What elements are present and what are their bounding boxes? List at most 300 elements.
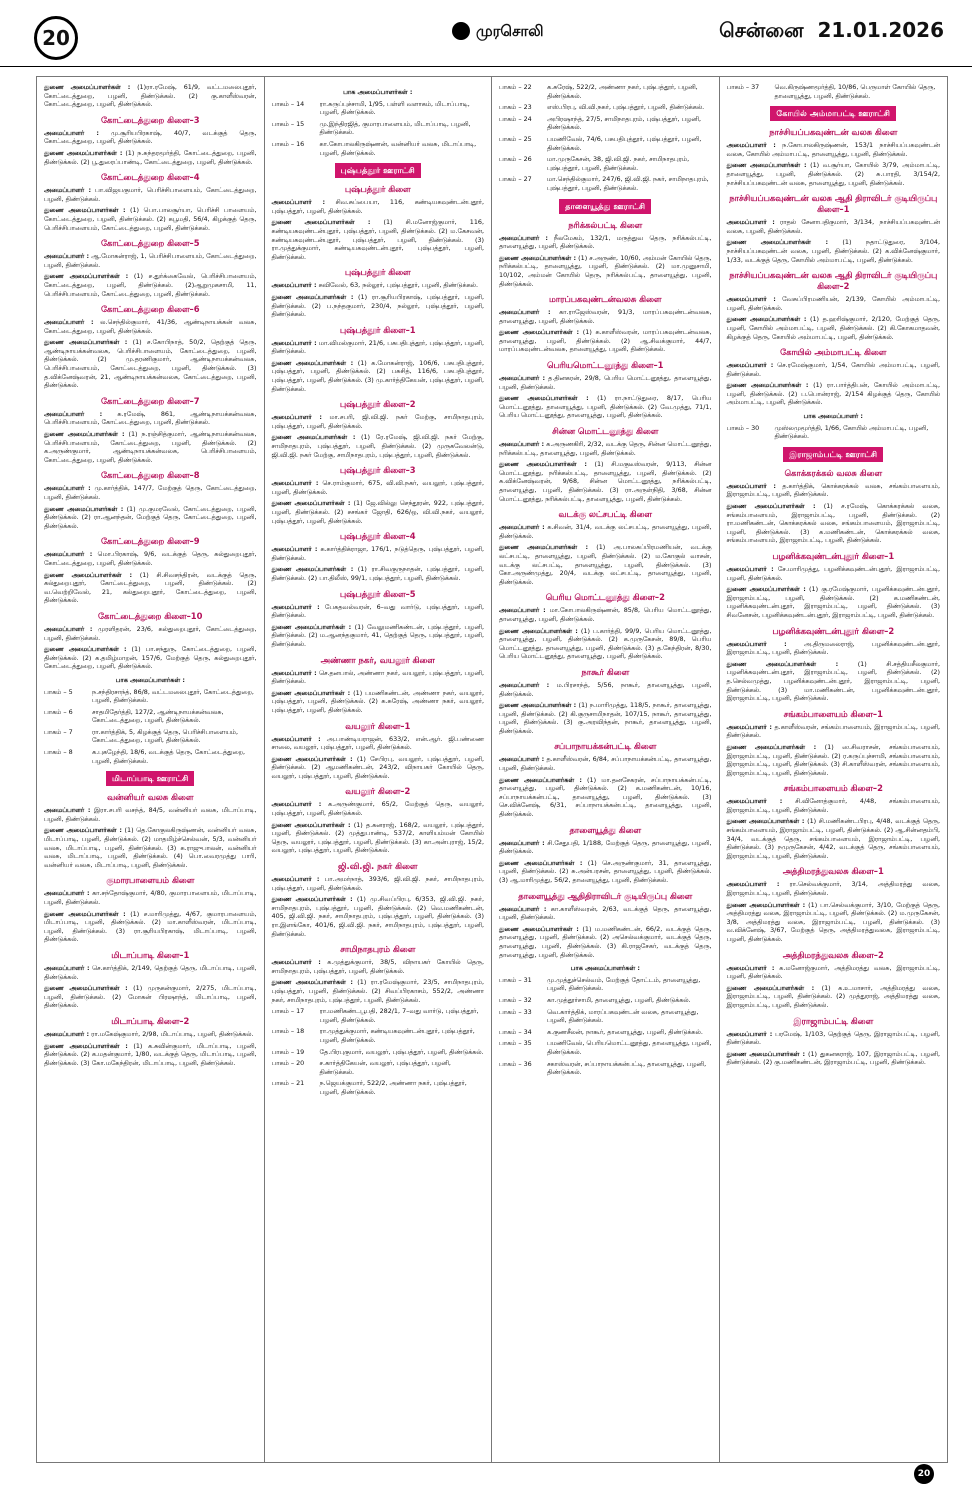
booth-number: பாகம் – 24: [499, 114, 532, 123]
role-label: துணை அமைப்பாளர்கள் :: [499, 253, 577, 262]
entry-text: (1) மா.தனசேகரன், சப்பாநாயக்கன்பட்டி, தாளையூத்து, பழனி, திண்டுக்கல். (2) க.மணிகண்டன், 10/16, சப்பாநாயக்கன்பட்டி, தாளையூத்து, பழனி, திண்டுக்கல். (3) செ.விக்னேஷ், 6/31, சப்பாநாயக்கன்பட்டி, தாளையூத்து, பழனி, திண்டுக்கல்.: [499, 775, 712, 819]
role-label: துணை அமைப்பாளர்கள் :: [499, 460, 587, 469]
role-label: அமைப்பாளர் :: [726, 361, 774, 370]
entry-text: (1) மு.குமரவேல், கோட்டைத்துறை, பழனி, திண்டுக்கல். (2) ரா.ஆனந்தன், மேற்குத் தெரு, கோட்டைத்துறை, பழனி, திண்டுக்கல்.: [44, 504, 257, 530]
entry-text: (1) ஸ.சிவராசன், சங்கம்பாளையம், இராஜாம்பட்டி, பழனி, திண்டுக்கல். (2) ர.கருப்புச்சாமி, சங்கம்பாளையம், இராஜாம்பட்டி, பழனி, திண்டுக்கல். (3) சி.காளீஸ்வரன், சங்கம்பாளையம், இராஜாம்பட்டி, பழனி, திண்டுக்கல்.: [726, 742, 941, 777]
booth-organiser: ரா.கார்த்திக், 5, கிழக்குத் தெரு, பெரிச்சிபாளையம், கோட்டைத்துறை, பழனி, திண்டுக்கல்.: [92, 727, 238, 745]
footer-page-number: 20: [914, 1464, 934, 1484]
branch-heading: வயலூர் கிளை–1: [345, 720, 411, 731]
entry-text: சி.வினோத்குமார், 4/48, சங்கம்பாளையம், இராஜாம்பட்டி, பழனி, திண்டுக்கல்.: [726, 797, 940, 814]
entry-text: க.அருணகிரி, 2/32, வடக்கு தெரு, சின்ன மொட்டனூத்து, நரிக்கல்பட்டி, தாளையூத்து, பழனி, திண்டுக்கல்.: [499, 440, 712, 457]
entry-text: அ.திருமலைராஜ், பழனிக்கவுண்டன்புதூர், இராஜாம்பட்டி, பழனி, திண்டுக்கல்.: [726, 639, 940, 657]
branch-heading: சின்ன மொட்டனூத்து கிளை: [552, 426, 659, 437]
booth-entry: [272, 1079, 485, 1096]
entry-text: க.கார்த்திக்ராஜா, 176/1, நடுத்தெரு, புஷ்பத்தூர், பழனி, திண்டுக்கல்.: [271, 545, 484, 562]
role-label: துணை அமைப்பாளர்கள் :: [726, 659, 839, 668]
role-label: துணை அமைப்பாளர்கள் :: [726, 900, 806, 909]
booth-organiser: முஸ்லமுமூர்த்தி, 1/66, கோயில் அம்மாபட்டி, பழனி, திண்டுக்கல்.: [774, 423, 929, 441]
organiser-entry: [727, 984, 941, 1010]
branch-heading: தாளையூத்து ஆதிதிராவிடர் குடியிருப்பு கிளை: [518, 890, 693, 901]
organiser-entry: [727, 161, 941, 187]
branch-heading: நாச்சியப்பகவுண்டன் வலசு ஆதி திராவிடர் குடியிருப்பு கிளை–2: [729, 270, 938, 292]
booth-organiser: தே.பிரபுகுமார், வயலூர், புஷ்பத்தூர், பழனி, திண்டுக்கல்.: [319, 1047, 484, 1056]
organiser-entry: [44, 964, 257, 981]
section-subheading: பாக அமைப்பாளர்கள் :: [343, 88, 413, 96]
booth-organiser: பமணிவேல், பெரியமொட்டனூத்து, தாளையூத்து, பழனி, திண்டுக்கல்.: [547, 1039, 712, 1056]
booth-organiser: மு.முத்துச்செல்வம், மேற்குத் தோட்டம், தாளையூத்து, பழனி, திண்டுக்கல்.: [547, 975, 701, 993]
entry-text: த.கார்த்திக், கொக்கரக்கல் வலசு, சங்கம்பாளையம், இராஜாம்பட்டி, பழனி, திண்டுக்கல்.: [726, 481, 940, 499]
booth-number: பாகம் – 31: [499, 975, 532, 984]
branch-heading: புஷ்பத்தூர் கிளை–1: [339, 324, 416, 335]
role-label: துணை அமைப்பாளர்கள் :: [271, 499, 351, 508]
role-label: அமைப்பாளர் :: [499, 523, 545, 532]
entry-text: (1) த.ஹரிஷ்குமார், 2/120, மேற்குத் தெரு, பழனி, கோயில் அம்மாபட்டி, பழனி, திண்டுக்கல். (2) கி.கோகமாதவன், கிழக்குத் தெரு, கோயில் அம்மாபட்டி, பழனி, திண்டுக்கல்.: [726, 315, 940, 341]
organiser-entry: [727, 901, 941, 944]
entry-text: ந.கோபாலகிருஷ்ணன், 153/1 நாச்சியப்பகவுண்டன் வலசு, கோயில் அம்மாபட்டி, தாளையூத்து, பழனி, திண்டுக்கல்.: [726, 141, 940, 158]
branch-heading: மிடாப்பாடி கிளை–1: [111, 949, 190, 960]
role-label: துணை அமைப்பாளர்கள் :: [44, 645, 127, 654]
booth-number: பாகம் – 27: [499, 175, 532, 184]
role-label: அமைப்பாளர் :: [271, 198, 326, 207]
booth-number: பாகம் – 22: [499, 83, 532, 91]
booth-organiser: மா.செந்தில்குமார், 247/6, ஜி.வி.ஜி. நகர், சாமிநாதபுரம், புஷ்பத்தூர், பழனி, திண்டுக்கல்.: [547, 175, 709, 192]
organiser-entry: [44, 430, 257, 464]
role-label: துணை அமைப்பாளர்கள் :: [499, 924, 579, 933]
role-label: அமைப்பாளர் :: [44, 806, 91, 815]
role-label: அமைப்பாளர் :: [44, 484, 91, 493]
booth-organiser: மு.இந்திரஜித், குமாரபாளையம், மிடாப்பாடி, பழனி, திண்டுக்கல்.: [319, 119, 471, 137]
role-label: துணை அமைப்பாளர்கள் :: [726, 381, 809, 390]
organiser-entry: [727, 361, 941, 378]
booth-number: பாகம் – 30: [726, 423, 760, 432]
booth-entry: [727, 83, 941, 100]
branch-heading: சப்பாநாயக்கன்பட்டி கிளை: [554, 741, 657, 752]
branch-heading: நரிக்கல்பட்டி கிளை: [568, 219, 643, 230]
entry-text: இரா.சபரி வசந்த், 84/5, வன்னியர் வலசு, மிடாப்பாடி, பழனி, திண்டுக்கல்.: [44, 806, 257, 823]
booth-entry: [272, 1059, 485, 1076]
entry-text: (1) முருகன்குமார், 2/275, மிடாப்பாடி, பழனி, திண்டுக்கல். (2) மோகன் பிரஷாந்த், மிடாப்பாடி, பழனி, திண்டுக்கல்.: [44, 984, 257, 1010]
booth-number: பாகம் – 32: [499, 995, 532, 1004]
booth-number: பாகம் – 7: [44, 727, 73, 736]
organiser-entry: [727, 565, 941, 582]
branch-heading: கோட்டைத்துறை கிளை–4: [100, 172, 200, 183]
newspaper-name: முரசொலி: [476, 22, 544, 40]
booth-organiser: சாதமிதேர்த்தி, 127/2, ஆண்டிநாயக்கன்வலசு, கோட்டைத்துறை, பழனி, திண்டுக்கல்.: [92, 707, 224, 725]
organiser-entry: [272, 198, 485, 215]
role-label: துணை அமைப்பாளர்கள் :: [499, 394, 589, 403]
entry-text: (1) மு.சிவப்பிரபு, 6/353, ஜி.வி.ஜி. நகர், சாமிநாதபுரம், புஷ்பத்தூர், பழனி, திண்டுக்கல். (2) வெ.மணிகண்டன், 405, ஜி.வி.ஜி. நகர், சாமிநாதபுரம், புஷ்பத்தூர், பழனி, திண்டுக்கல். (3) ரா.இளங்கோ, 401/6, ஜி.வி.ஜி. நகர், சாமிநாதபுரம், புஷ்பத்தூர், பழனி, திண்டுக்கல்.: [271, 895, 484, 938]
organiser-entry: [272, 413, 485, 430]
entry-text: (1) ரா.சிவகுருநாதன், புஷ்பத்தூர், பழனி, திண்டுக்கல். (2) பா.திலீஸ், 99/1, புஷ்பத்தூர், பழனி, திண்டுக்கல்.: [271, 565, 484, 582]
organiser-entry: [727, 482, 941, 499]
role-label: துணை அமைப்பாளர்கள் :: [726, 161, 807, 170]
branch-heading: புஷ்பத்தூர் கிளை–2: [339, 399, 416, 410]
booth-organiser: க.சுரேஷ், 522/2, அண்ணா நகர், புஷ்பத்தூர், பழனி, திண்டுக்கல்.: [547, 83, 698, 100]
organiser-entry: [727, 141, 941, 158]
role-label: துணை அமைப்பாளர்கள் :: [44, 272, 129, 281]
organiser-entry: [272, 499, 485, 525]
role-label: அமைப்பாளர் :: [726, 797, 783, 806]
booth-entry: [272, 1007, 485, 1024]
booth-number: பாகம் – 37: [726, 83, 760, 91]
role-label: துணை அமைப்பாளர்கள் :: [44, 83, 131, 91]
column-1: [37, 77, 265, 1462]
entry-text: பா.விஜயகுமார், பெரிச்சிபாளையம், கோட்டைத்துறை, பழனி, திண்டுக்கல்.: [44, 186, 257, 203]
role-label: அமைப்பாளர் :: [499, 308, 551, 317]
role-label: அமைப்பாளர் :: [499, 838, 545, 847]
branch-heading: நாச்சியப்பகவுண்டன் வலசு கிளை: [769, 127, 898, 138]
entry-text: செ.தனபால், அண்ணா நகர், வயலூர், புஷ்பத்தூர், பழனி, திண்டுக்கல்.: [271, 668, 484, 686]
role-label: துணை அமைப்பாளர்கள் :: [499, 543, 589, 552]
entry-text: (1) க.காளீஸ்வரன், மாரப்பகவுண்டன்வலசு, தாளையூத்து, பழனி, திண்டுக்கல். (2) ஆ.சிவக்குமார், 44/7, மாரப்பகவுண்டன்வலசு, தாளையூத்து, பழனி, திண்டுக்கல்.: [499, 328, 712, 354]
booth-organiser: எஸ்.பிரபு, வி.வி.நகர், புஷ்பத்தூர், பழனி, திண்டுக்கல்.: [547, 103, 705, 112]
entry-text: (1) பமணிகண்டன், அண்ணா நகர், வயலூர், புஷ்பத்தூர், பழனி, திண்டுக்கல். (2) க.சுரேஷ், அண்ணா நகர், வயலூர், புஷ்பத்தூர், பழனி, திண்டுக்கல்.: [271, 688, 484, 714]
role-label: துணை அமைப்பாளர்கள் :: [271, 688, 351, 697]
branch-heading: கோட்டைத்துறை கிளை–3: [100, 114, 200, 125]
booth-number: பாகம் – 36: [499, 1059, 532, 1068]
booth-number: பாகம் – 20: [271, 1059, 305, 1068]
entry-text: மு.கார்த்திக், 147/7, மேற்குத் தெரு, கோட்டைத்துறை, பழனி, திண்டுக்கல்.: [44, 484, 257, 501]
entry-text: (1) தெ.கோகுலகிருஷ்ணன், வன்னியர் வலசு, மிடாப்பாடி, பழனி, திண்டுக்கல். (2) மாதமிழ்ச்செல்வன், 5/3, வன்னியர் வலசு, மிடாப்பாடி, பழனி, திண்டுக்கல். (3) க.ராஜுபாலன், வன்னியர் வலசு, மிடாப்பாடி, பழனி, திண்டுக்கல். (4) பொ.வைரமுத்து பாரி, வன்னியர் வலசு, மிடாப்பாடி, பழனி, திண்டுக்கல்.: [44, 826, 257, 869]
role-label: அமைப்பாளர் :: [44, 186, 92, 195]
entry-text: க.சிவன், 31/4, வடக்கு லட்சபட்டி, தாளையூத்து, பழனி, திண்டுக்கல்.: [499, 523, 712, 540]
role-label: துணை அமைப்பாளர்கள் :: [271, 622, 352, 631]
organiser-entry: [44, 484, 257, 501]
branch-heading: கோட்டைத்துறை கிளை–10: [98, 610, 203, 621]
role-label: துணை அமைப்பாளர்கள் :: [271, 358, 354, 367]
role-label: அமைப்பாளர் :: [726, 295, 776, 304]
branch-heading: கோயில் அம்மாபட்டி கிளை: [780, 347, 887, 358]
entry-text: (1) ந.மாரிமுத்து, 118/5, நாகூர், தாளையூத்து, பழனி, திண்டுக்கல். (2) கி.குருசாமிநாதன், 107/15, நாகூர், தாளையூத்து, பழனி, திண்டுக்கல். (3) கு.அரவிந்தன், நாகூர், தாளையூத்து, பழனி, திண்டுக்கல்.: [499, 701, 712, 735]
organiser-entry: [499, 681, 712, 698]
section-subheading: பாக அமைப்பாளர் :: [803, 412, 863, 421]
booth-entry: [499, 1008, 712, 1025]
entry-text: க.மனோஜ்குமார், அத்திமரத்து வலசு, இராஜாம்பட்டி, பழனி, திண்டுக்கல்.: [726, 963, 940, 981]
entry-text: செ.ரமேஷ்குமார், 1/54, கோயில் அம்மாபட்டி, பழனி, திண்டுக்கல்.: [726, 361, 940, 378]
organiser-entry: [272, 293, 485, 319]
role-label: அமைப்பாளர் :: [271, 668, 317, 677]
organiser-entry: [727, 381, 941, 407]
organiser-entry: [44, 625, 257, 642]
entry-text: (1) சி.சிவசந்திரன், வடக்குத் தெரு, கல்துறைபுதூர், கோட்டைத்துறை, பழனி, திண்டுக்கல். (2) வ.வெற்றிவேல், 21, கல்துறைபுதூர், கோட்டைத்துறை, பழனி, திண்டுக்கல்.: [44, 570, 257, 605]
role-label: துணை அமைப்பாளர்கள் :: [726, 1049, 806, 1058]
branch-heading: நாகூர் கிளை: [581, 666, 630, 677]
role-label: அமைப்பாளர் :: [271, 875, 320, 884]
entry-text: ரா.மகேஷ்குமார், 2/98, மிடாப்பாடி, பழனி, திண்டுக்கல்.: [91, 1029, 254, 1038]
booth-number: பாகம் – 16: [271, 139, 305, 148]
role-label: அமைப்பாளர் :: [271, 545, 318, 554]
role-label: துணை அமைப்பாளர்கள் :: [271, 895, 353, 904]
booth-organiser: வெ.கிருஷ்ணமூர்த்தி, 10/86, பெருமாள் கோயில் தெரு, தாளையூத்து, பழனி, திண்டுக்கல்.: [774, 83, 936, 100]
role-label: அமைப்பாளர் :: [271, 602, 320, 611]
branch-heading: சாமிநாதபுரம் கிளை: [340, 944, 416, 955]
branch-heading: புஷ்பத்தூர் கிளை: [344, 267, 411, 278]
branch-heading: புஷ்பத்தூர் கிளை–5: [339, 588, 416, 599]
booth-number: பாகம் – 34: [499, 1027, 532, 1036]
role-label: அமைப்பாளர் :: [726, 722, 772, 731]
entry-text: ஆ.மோகன்ராஜ், 1, பெரிச்சிபாளையம், கோட்டைத்துறை, பழனி, திண்டுக்கல்.: [44, 252, 257, 269]
booth-entry: [499, 115, 712, 132]
branch-heading: சங்கம்பாளையம் கிளை–1: [783, 708, 883, 719]
panchayat-banner: மிடாப்பாடி ஊராட்சி: [106, 771, 194, 786]
role-label: துணை அமைப்பாளர்கள் :: [271, 754, 353, 763]
organiser-entry: [499, 606, 712, 623]
role-label: அமைப்பாளர் :: [271, 958, 321, 967]
organiser-entry: [272, 669, 485, 686]
role-label: துணை அமைப்பாளர்கள் :: [271, 565, 354, 574]
panchayat-banner: புஷ்பத்தூர் ஊராட்சி: [335, 163, 421, 178]
entry-text: (1) ச.அருண், 10/60, அம்மன் கோயில் தெரு, நரிக்கல்பட்டி, தாளையூத்து, பழனி, திண்டுக்கல். (2) மா.முனுசாமி, 10/102, அம்மன் கோயில் தெரு, நரிக்கல்பட்டி, தாளையூத்து, பழனி, திண்டுக்கல்.: [499, 253, 712, 288]
organiser-entry: [499, 755, 712, 772]
organiser-entry: [499, 523, 712, 540]
role-label: துணை அமைப்பாளர்கள் :: [44, 1041, 128, 1050]
entry-text: த.காளீஸ்வரன், 6/84, சப்பாநாயக்கன்பட்டி, தாளையூத்து, பழனி, திண்டுக்கல்.: [499, 755, 712, 773]
booth-entry: [499, 1039, 712, 1056]
organiser-entry: [272, 895, 485, 938]
organiser-entry: [499, 839, 712, 856]
booth-entry: [499, 996, 712, 1005]
entry-text: க.ரமேஷ், 861, ஆண்டிநாயக்கன்வலசு, பெரிச்சிபாளையம், கோட்டைத்துறை, பழனி, திண்டுக்கல்.: [44, 409, 257, 427]
entry-text: மொ.பிரகாஷ், 9/6, வடக்குத் தெரு, கல்துறைபுதூர், கோட்டைத்துறை, பழனி, திண்டுக்கல்.: [44, 550, 257, 567]
entry-text: மா.சபரி, ஜி.வி.ஜி. நகர் மேற்கு, சாமிநாதபுரம், புஷ்பத்தூர், பழனி, திண்டுக்கல்.: [271, 413, 484, 430]
booth-entry: [499, 103, 712, 112]
role-label: அமைப்பாளர் :: [499, 680, 550, 689]
booth-entry: [727, 424, 941, 441]
organiser-entry: [44, 252, 257, 269]
role-label: அமைப்பாளர் :: [44, 963, 90, 972]
role-label: துணை அமைப்பாளர்கள் :: [271, 218, 371, 227]
role-label: துணை அமைப்பாளர்கள் :: [44, 826, 122, 835]
entry-text: (1) ச.துர்க்கைவேல், பெரிச்சிபாளையம், கோட்டைத்துறை, பழனி, திண்டுக்கல். (2)ஆறுமுகசாமி, 11, பெரிச்சிபாளையம், கோட்டைத்துறை, பழனி, திண்டுக்கல்.: [44, 272, 257, 298]
entry-text: கா.சந்தோஷ்குமார், 4/80, குமாரபாளையம், மிடாப்பாடி, பழனி, திண்டுக்கல்.: [44, 889, 257, 906]
booth-entry: [499, 1028, 712, 1037]
organiser-entry: [44, 1030, 257, 1039]
organiser-entry: [727, 797, 941, 814]
organiser-entry: [499, 308, 712, 325]
branch-heading: கொக்கரக்கல் வலசு கிளை: [784, 467, 883, 478]
booth-entry: [272, 1048, 485, 1057]
organiser-entry: [44, 149, 257, 166]
role-label: துணை அமைப்பாளர்கள் :: [44, 148, 123, 157]
booth-number: பாகம் – 33: [499, 1007, 532, 1016]
booth-entry: [499, 1060, 712, 1077]
booth-entry: [499, 135, 712, 152]
branch-heading: பெரியமொட்டனூத்து கிளை–1: [547, 360, 664, 371]
role-label: அமைப்பாளர் :: [499, 233, 548, 242]
booth-entry: [499, 155, 712, 172]
role-label: துணை அமைப்பாளர்கள் :: [499, 775, 582, 784]
role-label: அமைப்பாளர் :: [271, 281, 317, 290]
booth-number: பாகம் – 26: [499, 155, 532, 164]
organiser-entry: [499, 905, 712, 922]
entry-text: முரளிதரன், 23/6, கல்துறைபுதூர், கோட்டைத்துறை, பழனி, திண்டுக்கல்.: [44, 624, 257, 642]
organiser-entry: [499, 543, 712, 586]
booth-entry: [44, 748, 257, 765]
booth-organiser: கா.முத்தூர்சாமி, தாளையூத்து, பழனி, திண்டுக்கல்.: [547, 995, 691, 1004]
organiser-entry: [272, 218, 485, 261]
branch-heading: மாரப்பகவுண்டன்வலசு கிளை: [549, 294, 662, 305]
entry-text: வேசுப்பிரமணியன், 2/139, கோயில் அம்மாபட்டி, பழனி, திண்டுக்கல்.: [726, 295, 940, 312]
organiser-entry: [44, 83, 257, 109]
booth-entry: [272, 1027, 485, 1044]
role-label: அமைப்பாளர் :: [44, 318, 94, 327]
booth-organiser: ரா.மணிகண்டபூபதி, 282/1, 7–வது வார்டு, புஷ்பத்தூர், பழனி, திண்டுக்கல்.: [319, 1007, 479, 1024]
booth-entry: [499, 175, 712, 192]
entry-text: (1) ஜே.வில்லு செந்தூரன், 922, புஷ்பத்தூர், பழனி, திண்டுக்கல். (2) சசங்கர் ஜோதி, 626/ஒ, வி.வி.நகர், வயலூர், புஷ்பத்தூர், பழனி, திண்டுக்கல்.: [271, 499, 484, 525]
entry-text: க.முத்துக்குமார், 38/5, விநாயகர் கோயில் தெரு, சாமிநாதபுரம், புஷ்பத்தூர், பழனி, திண்டுக்கல்.: [271, 958, 484, 975]
role-label: அமைப்பாளர் :: [271, 800, 322, 809]
organiser-entry: [44, 550, 257, 567]
booth-number: பாகம் – 5: [44, 687, 73, 696]
organiser-entry: [499, 701, 712, 735]
booth-number: பாகம் – 17: [271, 1007, 305, 1016]
entry-text: (1)ரா.ரமேஷ், 61/9, வட்டமலைபுதூர், கோட்டைத்துறை, பழனி, திண்டுக்கல். (2) கு.காளீஸ்வரன், கோட்டைத்துறை, பழனி, திண்டுக்கல்.: [44, 83, 257, 109]
role-label: துணை அமைப்பாளர்கள் :: [499, 858, 583, 867]
organiser-entry: [272, 735, 485, 752]
entry-text: (1) ரே.ரமேஷ், ஜி.வி.ஜி. நகர் மேற்கு, சாமிநாதபுரம், புஷ்பத்தூர், பழனி, திண்டுக்கல். (2) முருகவேலன்டு, ஜி.வி.ஜி. நகர் மேற்கு, சாமிநாதபுரம், புஷ்பத்தூர், பழனி, திண்டுக்கல்.: [271, 433, 484, 459]
entry-text: சிவ.சுப்பையா, 116, கண்டியகவுண்டன்புதூர், புஷ்பத்தூர், பழனி, திண்டுக்கல்.: [271, 198, 484, 215]
organiser-entry: [44, 186, 257, 203]
organiser-entry: [272, 479, 485, 496]
organiser-entry: [44, 806, 257, 823]
booth-entry: [44, 688, 257, 705]
organiser-entry: [44, 889, 257, 906]
entry-text: (1) ம.மணிகண்டன், 66/2, வடக்குத் தெரு, தாளையூத்து, பழனி, திண்டுக்கல். (2) அசெல்வக்குமார், வடக்குத் தெரு, தாளையூத்து, பழனி, திண்டுக்கல். (3) கி.ராஜசேகர், வடக்குத் தெரு, தாளையூத்து, பழனி, திண்டுக்கல்.: [499, 924, 712, 959]
entry-text: (1) ச.மாரிமுத்து, 4/67, குமாரபாளையம், மிடாப்பாடி, பழனி, திண்டுக்கல். (2) மா.காளீஸ்வரன், மிடாப்பாடி, பழனி, திண்டுக்கல். (3) ரா.சூரியபிரகாஷ், மிடாப்பாடி, பழனி, திண்டுக்கல்.: [44, 909, 257, 944]
branch-heading: குமாரபாளையம் கிளை: [106, 875, 195, 886]
entry-text: (1) ந.சுந்தரமூர்த்தி, கோட்டைத்துறை, பழனி, திண்டுக்கல். (2) பூ.துரைப்பாண்டி, கோட்டைத்துறை, பழனி, திண்டுக்கல்.: [44, 148, 257, 166]
organiser-entry: [44, 272, 257, 298]
role-label: அமைப்பாளர் :: [499, 755, 545, 764]
article-columns: [36, 76, 948, 1463]
entry-text: க.அருண்குமார், 65/2, மேற்குத் தெரு, வயலூர், புஷ்பத்தூர், பழனி, திண்டுக்கல்.: [271, 800, 484, 818]
role-label: அமைப்பாளர் :: [726, 963, 775, 972]
organiser-entry: [44, 410, 257, 427]
organiser-entry: [272, 978, 485, 1004]
entry-text: (1) சேபிரபு, வயலூர், புஷ்பத்தூர், பழனி, திண்டுக்கல். (2) ஆமணிகண்டன், 243/2, விநாயகர் கோயில் தெரு, வயலூர், புஷ்பத்தூர், பழனி, திண்டுக்கல்.: [271, 754, 484, 780]
role-label: துணை அமைப்பாளர்கள் :: [44, 206, 126, 215]
entry-text: (1) சி.மகுடீஸ்வரன், 9/113, சின்ன மொட்டனூத்து, நரிக்கல்பட்டி, தாளையூத்து, பழனி, திண்டுக்கல். (2) சு.விக்னேஷ்வரன், 9/68, சின்ன மொட்டனூத்து, நரிக்கல்பட்டி, தாளையூத்து, பழனி, திண்டுக்கல். (3) ரா.அருள்நிதி, 3/68, சின்ன மொட்டனூத்து, நரிக்கல்பட்டி, தாளையூத்து, பழனி, திண்டுக்கல்.: [499, 460, 712, 503]
branch-heading: புஷ்பத்தூர் கிளை–3: [339, 465, 416, 476]
organiser-entry: [44, 826, 257, 869]
branch-heading: கோட்டைத்துறை கிளை–6: [100, 304, 200, 315]
entry-text: (1) வ.சூர்யா, கோயில் 3/79, அம்மாபட்டி, தாளையூத்து, பழனி, திண்டுக்கல். (2) சு.பாரதி, 3/154/2, நாச்சியப்பகவுண்டன் வலசு, தாளையூத்து, பழனி, திண்டுக்கல்.: [726, 161, 940, 187]
booth-organiser: வெ.கார்த்திக், மாரப்பகவுண்டன் வலசு, தாளையூத்து, பழனி, திண்டுக்கல்.: [547, 1007, 699, 1025]
role-label: துணை அமைப்பாளர்கள் :: [499, 328, 580, 337]
edition-date: 21.01.2026: [817, 18, 944, 42]
organiser-entry: [727, 817, 941, 860]
organiser-entry: [272, 565, 485, 582]
organiser-entry: [727, 660, 941, 703]
role-label: அமைப்பாளர் :: [726, 218, 775, 227]
masthead: [0, 0, 972, 67]
role-label: அமைப்பாளர் :: [499, 374, 546, 383]
section-subheading: பாக அமைப்பாளர்கள் :: [115, 675, 185, 684]
entry-text: ம.பிரசாந்த், 5/56, நாகூர், தாளையூத்து, பழனி, திண்டுக்கல்.: [499, 680, 712, 698]
booth-entry: [44, 728, 257, 745]
booth-entry: [272, 120, 485, 137]
panchayat-banner: கோயில் அம்மாபட்டி ஊராட்சி: [770, 106, 896, 121]
branch-heading: பெரிய மொட்டனூத்து கிளை–2: [545, 592, 665, 603]
organiser-entry: [44, 645, 257, 671]
role-label: அமைப்பாளர் :: [726, 481, 776, 490]
entry-text: (1) ப.கார்த்தி, 99/9, பெரிய மொட்டனூத்து, தாளையூத்து, பழனி, திண்டுக்கல். (2) க.முருகேசன், 89/8, பெரிய மொட்டனூத்து, தாளையூத்து, பழனி, திண்டுக்கல். (3) த.கேந்திரன், 8/30, பெரிய மொட்டனூத்து, தாளையூத்து, பழனி, திண்டுக்கல்.: [499, 626, 712, 661]
organiser-entry: [499, 254, 712, 288]
role-label: துணை அமைப்பாளர்கள் :: [271, 978, 353, 987]
branch-heading: அண்ணா நகர், வயலூர் கிளை: [320, 654, 435, 665]
organiser-entry: [44, 206, 257, 232]
role-label: அமைப்பாளர் :: [271, 479, 319, 488]
organiser-entry: [499, 234, 712, 251]
entry-text: (1) ச.ரமேஷ், கொக்கரக்கல் வலசு, சங்கம்பாளையம், இராஜாம்பட்டி, பழனி, திண்டுக்கல். (2) ரா.மணிகண்டன், கொக்கரக்கல் வலசு, சங்கம்பாளையம், இராஜாம்பட்டி, பழனி, திண்டுக்கல். (3) க.மணிகண்டன், கொக்கரக்கல் வலசு, சங்கம்பாளையம், இராஜாம்பட்டி, பழனி, திண்டுக்கல்.: [726, 502, 940, 545]
organiser-entry: [727, 1030, 941, 1047]
organiser-entry: [727, 295, 941, 312]
organiser-entry: [272, 359, 485, 393]
organiser-entry: [727, 723, 941, 740]
organiser-entry: [727, 218, 941, 235]
entry-text: நீலமேகம், 132/1, மருத்துவ தெரு, நரிக்கல்பட்டி, தாளையூத்து, பழனி, திண்டுக்கல்.: [499, 233, 712, 251]
entry-text: மா.விமல்குமார், 21/6, பசுபதிபுத்தூர், புஷ்பத்தூர், பழனி, திண்டுக்கல்.: [271, 338, 484, 356]
organiser-entry: [272, 623, 485, 649]
organiser-entry: [499, 374, 712, 391]
entry-text: ராதல் சேனாபதிகுமார், 3/134, நாச்சியப்பகவுண்டன் வலசு, பழனி, திண்டுக்கல்.: [726, 218, 940, 235]
booth-number: பாகம் – 6: [44, 707, 73, 716]
entry-text: (1) நதாட்டுதுரை, 3/104, நாச்சியப்பகவுண்டன் வலசு, பழனி, திண்டுக்கல். (2) க.விக்னேஷ்குமார், 1/33, வடக்குத் தெரு, கோயில் அம்மாபட்டி, பழனி, திண்டுக்கல்.: [726, 238, 940, 264]
role-label: அமைப்பாளர் :: [44, 409, 103, 418]
organiser-entry: [727, 640, 941, 657]
booth-organiser: பமணிவேல், 74/6, பசுபதிபுத்தூர், புஷ்பத்தூர், பழனி, திண்டுக்கல்.: [547, 134, 702, 152]
branch-heading: இராஜாம்பட்டி கிளை: [793, 1015, 874, 1026]
booth-organiser: ந.ஜெயக்குமார், 522/2, அண்ணா நகர், புஷ்பத்தூர், பழனி, திண்டுக்கல்.: [319, 1079, 467, 1096]
branch-heading: வடக்கு லட்சபட்டி கிளை: [558, 509, 652, 520]
column-3: [492, 77, 720, 1462]
role-label: துணை அமைப்பாளர்கள் :: [726, 817, 805, 826]
entry-text: மா.கோபாலகிருஷ்ணன், 85/8, பெரிய மொட்டனூத்து, தாளையூத்து, பழனி, திண்டுக்கல்.: [499, 606, 712, 623]
entry-text: (1) பொ.பாலசூர்யா, பெரிச்சி பாளையம், கோட்டைத்துறை, பழனி, திண்டுக்கல். (2) கபூமதி, 56/4, கிழக்குத் தெரு, பெரிச்சிபாளையம், கோட்டைத்துறை, பழனி, திண்டுக்கல்.: [44, 206, 257, 232]
booth-organiser: சகாஸ்வரன், சப்பாநாயக்கன்பட்டி, தாளையூத்து, பழனி, திண்டுக்கல்.: [547, 1059, 707, 1077]
entry-text: (1) பா.செல்வக்குமார், 3/10, மேற்குத் தெரு, அத்திமரத்து வலசு, இராஜாம்பட்டி, பழனி, திண்டுக்கல். (2) ம.முருகேசன், 3/8, அத்திமரத்து வலசு, இராஜாம்பட்டி, பழனி, திண்டுக்கல். (3) வ.விக்னேஷ், 3/67, மேற்குத் தெரு, அத்திமரத்துவலசு, இராஜாம்பட்டி, பழனி, திண்டுக்கல்.: [726, 900, 940, 943]
role-label: அமைப்பாளர் :: [726, 565, 774, 573]
booth-organiser: க.புகழேந்தி, 18/6, வடக்குத் தெரு, கோட்டைத்துறை, பழனி, திண்டுக்கல்.: [92, 748, 246, 765]
role-label: அமைப்பாளர் :: [44, 624, 93, 633]
entry-text: (1) ரா.ரமேஷ்குமார், 23/5, சாமிநாதபுரம், புஷ்பத்தூர், பழனி, திண்டுக்கல். (2) சிவப்பிரகாசம், 552/2, அண்ணா நகர், சாமிநாதபுரம், புஷ்பத்தூர், பழனி, திண்டுக்கல்.: [271, 978, 485, 1004]
entry-text: (1) வேலுமணிகண்டன், புஷ்பத்தூர், பழனி, திண்டுக்கல். (2) ம.ஆனந்தகுமார், 41, தெற்குத் தெரு, புஷ்பத்தூர், பழனி, திண்டுக்கல்.: [271, 622, 484, 648]
booth-number: பாகம் – 19: [271, 1047, 305, 1056]
booth-entry: [272, 100, 485, 117]
organiser-entry: [727, 315, 941, 341]
organiser-entry: [272, 281, 485, 290]
booth-number: பாகம் – 15: [271, 119, 305, 128]
branch-heading: கோட்டைத்துறை கிளை–7: [100, 395, 200, 406]
role-label: அமைப்பாளர் :: [499, 606, 546, 615]
branch-heading: கோட்டைத்துறை கிளை–5: [100, 238, 200, 249]
entry-text: (1) க.சுவின்குமார், மிடாப்பாடி, பழனி, திண்டுக்கல். (2) க.மதன்குமார், 1/80, வடக்குத் தெரு, மிடாப்பாடி, பழனி, திண்டுக்கல். (3) கோ.மகேந்திரன், மிடாப்பாடி, பழனி, திண்டுக்கல்.: [44, 1041, 257, 1067]
role-label: அமைப்பாளர் :: [44, 128, 99, 137]
organiser-entry: [499, 328, 712, 354]
branch-heading: மிடாப்பாடி கிளை–2: [111, 1015, 190, 1026]
booth-number: பாகம் – 14: [271, 99, 305, 108]
organiser-entry: [499, 859, 712, 885]
rising-sun-icon: [452, 22, 470, 40]
organiser-entry: [272, 821, 485, 855]
entry-text: செ.கார்த்திக், 2/149, தெற்குத் தெரு, மிடாப்பாடி, பழனி, திண்டுக்கல்.: [44, 963, 257, 981]
entry-text: (1) ரா.நாட்டுதுரை, 8/17, பெரிய மொட்டனூத்து, தாளையூத்து, பழனி, திண்டுக்கல். (2) வே.முத்து, 71/1, பெரிய மொட்டனூத்து, தாளையூத்து, பழனி, திண்டுக்கல்.: [499, 394, 712, 420]
entry-text: (1) க.உ.மாசார், அத்திமரத்து வலசு, இராஜாம்பட்டி, பழனி, திண்டுக்கல். (2) முத்துராஜ், அத்திமரத்து வலசு, இராஜாம்பட்டி, பழனி, திண்டுக்கல்.: [726, 983, 940, 1009]
booth-entry: [44, 708, 257, 725]
panchayat-banner: தாளையூத்து ஊராட்சி: [559, 199, 651, 214]
role-label: துணை அமைப்பாளர்கள் :: [499, 701, 577, 710]
booth-entry: [499, 83, 712, 100]
